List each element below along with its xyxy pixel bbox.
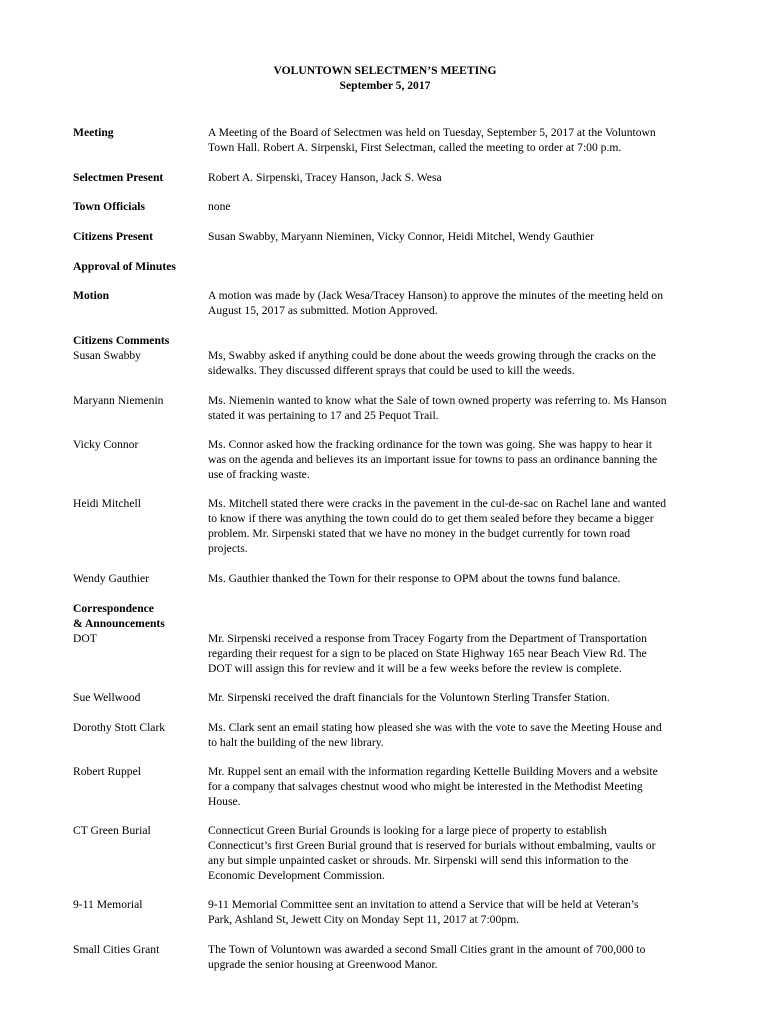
- text-line: Town Hall. Robert A. Sirpenski, First Selectman, called the meeting to order at 7:00 p.m.: [208, 141, 622, 154]
- correspondence-text: [208, 690, 708, 705]
- text-line: House.: [208, 795, 241, 808]
- correspondence-name: CT Green Burial: [73, 824, 151, 837]
- correspondence-name: Dorothy Stott Clark: [73, 721, 166, 734]
- officials-text: none: [208, 200, 231, 213]
- correspondence-text: [208, 720, 708, 750]
- text-line: projects.: [208, 542, 248, 555]
- citizens-comments-heading: Citizens Comments: [73, 334, 170, 347]
- text-line: A Meeting of the Board of Selectmen was held on Tuesday, September 5, 2017 at the Voluntown: [208, 126, 656, 139]
- meeting-label: Meeting: [73, 126, 114, 139]
- text-line: Ms, Swabby asked if anything could be done about the weeds growing through the cracks on the: [208, 349, 656, 362]
- text-line: Mr. Ruppel sent an email with the information regarding Kettelle Building Movers and a website: [208, 765, 658, 778]
- comment-name: Susan Swabby: [73, 349, 141, 362]
- text-line: sidewalks. They discussed different sprays that could be used to kill the weeds.: [208, 364, 575, 377]
- text-line: Connecticut’s first Green Burial ground that is reserved for burials without embalming, vaults or: [208, 839, 656, 852]
- correspondence-name: Robert Ruppel: [73, 765, 141, 778]
- comment-name: Maryann Niemenin: [73, 394, 164, 407]
- correspondence-text: [208, 942, 708, 972]
- correspondence-name: Small Cities Grant: [73, 943, 160, 956]
- text-line: Economic Development Commission.: [208, 869, 385, 882]
- comment-text: [208, 348, 708, 378]
- comment-text: [208, 437, 708, 482]
- text-line: problem. Mr. Sirpenski stated that we have no money in the budget currently for town road: [208, 527, 631, 540]
- text-line: to know if there was anything the town could do to get them sealed before they became a bigger: [208, 512, 654, 525]
- correspondence-text: [208, 631, 708, 676]
- approval-label: Approval of Minutes: [73, 260, 176, 273]
- citizens-text: Susan Swabby, Maryann Nieminen, Vicky Connor, Heidi Mitchel, Wendy Gauthier: [208, 230, 595, 243]
- text-line: Ms. Niemenin wanted to know what the Sale of town owned property was referring to. Ms Hanson: [208, 394, 667, 407]
- correspondence-name: DOT: [73, 632, 97, 645]
- comment-text: [208, 571, 708, 586]
- officials-label: Town Officials: [73, 200, 146, 213]
- text-line: stated it was pertaining to 17 and 25 Pequot Trail.: [208, 409, 439, 422]
- comment-text: [208, 393, 708, 423]
- comment-name: Wendy Gauthier: [73, 572, 150, 585]
- text-line: to halt the building of the new library.: [208, 736, 384, 749]
- text-line: was on the agenda and believes its an important issue for towns to pass an ordinance banning the: [208, 453, 658, 466]
- correspondence-text: [208, 897, 708, 927]
- text-line: use of fracking waste.: [208, 468, 310, 481]
- text-line: Ms. Clark sent an email stating how pleased she was with the vote to save the Meeting House and: [208, 721, 662, 734]
- text-line: Ms. Gauthier thanked the Town for their response to OPM about the towns fund balance.: [208, 572, 621, 585]
- text-line: DOT will assign this for review and it will be a few weeks before the review is complete.: [208, 662, 622, 675]
- text-line: Connecticut Green Burial Grounds is looking for a large piece of property to establish: [208, 824, 607, 837]
- comment-text: [208, 496, 708, 556]
- text-line: Mr. Sirpenski received a response from Tracey Fogarty from the Department of Transportation: [208, 632, 647, 645]
- citizens-label: Citizens Present: [73, 230, 153, 243]
- text-line: Park, Ashland St, Jewett City on Monday Sept 11, 2017 at 7:00pm.: [208, 913, 519, 926]
- correspondence-name: 9-11 Memorial: [73, 898, 143, 911]
- correspondence-text: [208, 764, 708, 809]
- text-line: A motion was made by (Jack Wesa/Tracey Hanson) to approve the minutes of the meeting held on: [208, 289, 663, 302]
- document-title: VOLUNTOWN SELECTMEN’S MEETING: [273, 64, 497, 77]
- text-line: any but simple unpainted casket or shrouds. Mr. Sirpenski will send this information to the: [208, 854, 629, 867]
- text-line: Ms. Connor asked how the fracking ordinance for the town was going. She was happy to hear it: [208, 438, 653, 451]
- selectmen-text: Robert A. Sirpenski, Tracey Hanson, Jack S. Wesa: [208, 171, 442, 184]
- correspondence-text: [208, 823, 708, 883]
- heading-line: & Announcements: [73, 617, 165, 630]
- document-date: September 5, 2017: [339, 79, 431, 92]
- motion-text: [208, 288, 708, 318]
- text-line: August 15, 2017 as submitted. Motion Approved.: [208, 304, 438, 317]
- motion-label: Motion: [73, 289, 110, 302]
- comment-name: Heidi Mitchell: [73, 497, 141, 510]
- meeting-text: [208, 125, 708, 155]
- correspondence-heading: [73, 601, 203, 631]
- text-line: for a company that salvages chestnut wood who might be interested in the Methodist Meeting: [208, 780, 643, 793]
- text-line: Ms. Mitchell stated there were cracks in the pavement in the cul-de-sac on Rachel lane and wanted: [208, 497, 667, 510]
- text-line: Mr. Sirpenski received the draft financials for the Voluntown Sterling Transfer Station.: [208, 691, 610, 704]
- correspondence-name: Sue Wellwood: [73, 691, 141, 704]
- text-line: upgrade the senior housing at Greenwood Manor.: [208, 958, 438, 971]
- text-line: 9-11 Memorial Committee sent an invitation to attend a Service that will be held at Veteran’s: [208, 898, 639, 911]
- heading-line: Correspondence: [73, 602, 154, 615]
- selectmen-label: Selectmen Present: [73, 171, 164, 184]
- comment-name: Vicky Connor: [73, 438, 139, 451]
- text-line: regarding their request for a sign to be placed on State Highway 165 near Beach View Rd. The: [208, 647, 647, 660]
- text-line: The Town of Voluntown was awarded a second Small Cities grant in the amount of 700,000 to: [208, 943, 646, 956]
